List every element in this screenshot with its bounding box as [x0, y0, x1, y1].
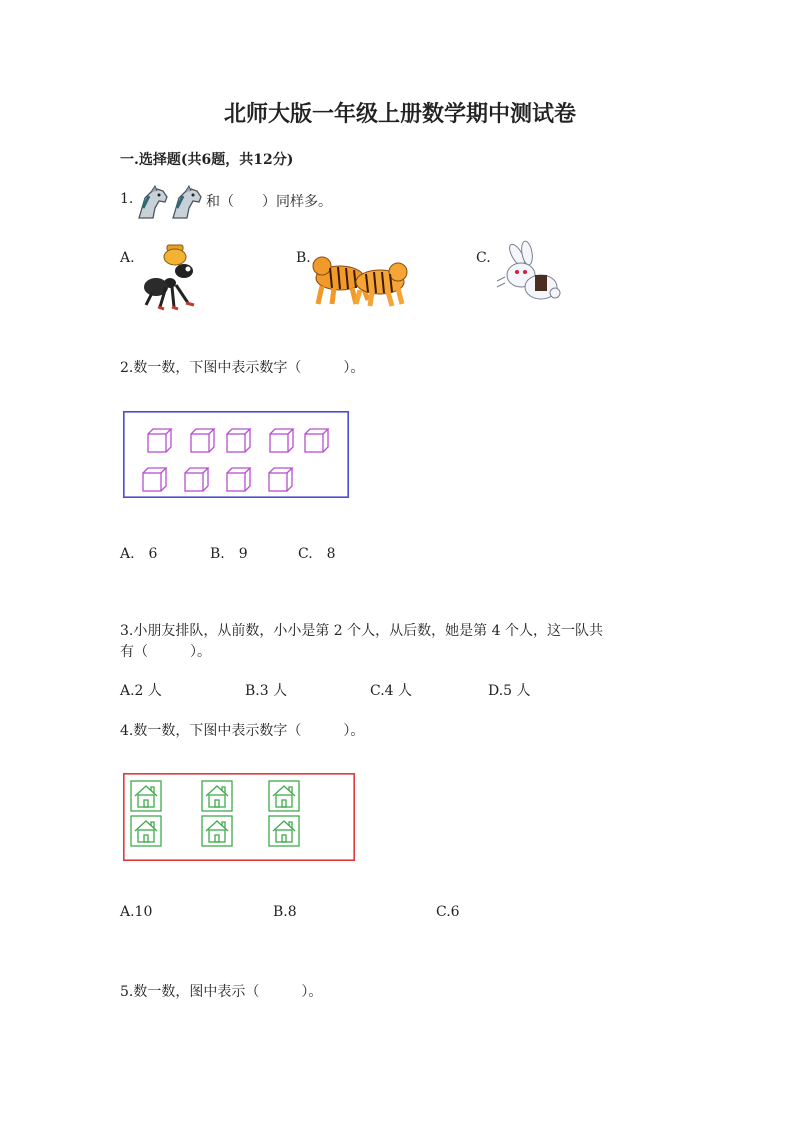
cube-icon	[270, 429, 293, 452]
q2-option-c[interactable]: C. 8	[298, 546, 336, 562]
house-icon	[269, 781, 299, 811]
cube-icon	[227, 429, 250, 452]
house-icon	[131, 816, 161, 846]
cube-icon	[185, 468, 208, 491]
q3-option-b[interactable]: B.3 人	[245, 683, 288, 699]
q5-text: 5.数一数，图中表示（ ）。	[120, 984, 323, 1000]
page-title: 北师大版一年级上册数学期中测试卷	[223, 101, 576, 127]
q1-text: 和（ ）同样多。	[206, 194, 332, 210]
q1-option-a[interactable]: A.	[120, 250, 135, 266]
horse-head-icon	[173, 186, 201, 218]
q4-option-c[interactable]: C.6	[436, 904, 460, 920]
house-icon	[202, 781, 232, 811]
q4-option-a[interactable]: A.10	[120, 904, 153, 920]
house-icon	[269, 816, 299, 846]
q3-option-c[interactable]: C.4 人	[370, 683, 413, 699]
horse-head-icon	[139, 186, 167, 218]
section-heading: 一.选择题(共6题，共12分)	[120, 152, 294, 168]
q2-text: 2.数一数，下图中表示数字（ ）。	[120, 360, 365, 376]
cube-icon	[191, 429, 214, 452]
q1-number: 1.	[120, 191, 134, 207]
q3-text-line2: 有（ ）。	[120, 644, 211, 660]
tiger-icon	[356, 263, 407, 306]
rabbit-image	[495, 245, 565, 305]
q3-option-d[interactable]: D.5 人	[488, 683, 531, 699]
q3-option-a[interactable]: A.2 人	[120, 683, 162, 699]
cube-icon	[269, 468, 292, 491]
ant-image	[140, 245, 210, 313]
q4-option-b[interactable]: B.8	[273, 904, 297, 920]
q4-text: 4.数一数，下图中表示数字（ ）。	[120, 723, 365, 739]
q1-option-b[interactable]: B.	[296, 250, 311, 266]
houses-figure	[123, 773, 355, 861]
tigers-image	[312, 250, 404, 308]
q1-option-c[interactable]: C.	[476, 250, 491, 266]
horse-heads-image	[135, 186, 205, 226]
cubes-frame	[124, 412, 348, 497]
cube-icon	[227, 468, 250, 491]
cube-icon	[143, 468, 166, 491]
q2-option-b[interactable]: B. 9	[210, 546, 248, 562]
cube-icon	[305, 429, 328, 452]
q2-option-a[interactable]: A. 6	[120, 546, 158, 562]
cubes-figure	[123, 411, 349, 498]
cube-icon	[148, 429, 171, 452]
house-icon	[131, 781, 161, 811]
house-icon	[202, 816, 232, 846]
q3-text-line1: 3.小朋友排队，从前数，小小是第 2 个人，从后数，她是第 4 个人，这一队共	[120, 623, 603, 639]
houses-frame	[124, 774, 354, 860]
